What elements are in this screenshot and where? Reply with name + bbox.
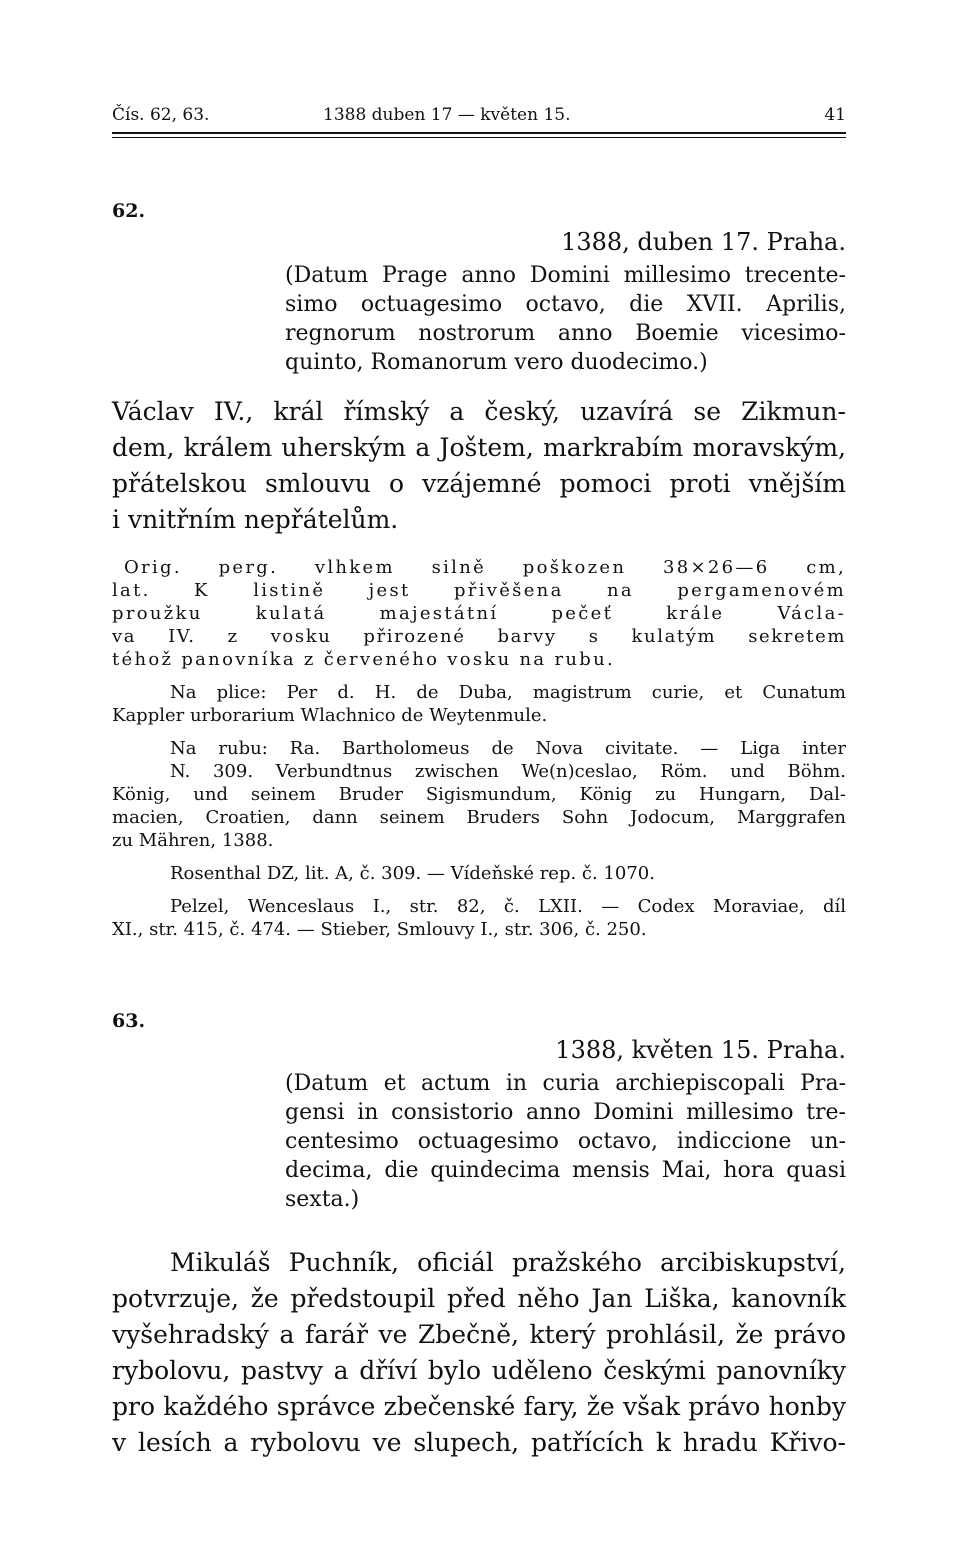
text-line: regnorum nostrorum anno Boemie vicesimo- bbox=[285, 321, 846, 346]
text-line: Orig. perg. vlhkem silně poškozen 38×26—6 cm, bbox=[124, 557, 846, 578]
text-line: XI., str. 415, č. 474. — Stieber, Smlouvy I., str. 306, č. 250. bbox=[112, 919, 647, 940]
text-line: decima, die quindecima mensis Mai, hora quasi bbox=[285, 1158, 846, 1183]
doc-62-original-description bbox=[112, 556, 846, 671]
text-line: simo octuagesimo octavo, die XVII. Aprilis, bbox=[285, 292, 846, 317]
text-line: (Datum Prage anno Domini millesimo trecente- bbox=[285, 263, 846, 288]
doc-62-date: 1388, duben 17. Praha. bbox=[561, 228, 846, 256]
text-line: va IV. z vosku přirozené barvy s kulatým sekretem bbox=[112, 626, 846, 647]
header-rule bbox=[112, 132, 846, 134]
text-line: přátelskou smlouvu o vzájemné pomoci proti vnějším bbox=[112, 469, 846, 498]
header-date-range: 1388 duben 17 — květen 15. bbox=[323, 105, 571, 125]
text-line: lat. K listině jest přivěšena na pergamenovém bbox=[112, 580, 846, 601]
text-line: centesimo octuagesimo octavo, indiccione un- bbox=[285, 1129, 846, 1154]
text-line: Václav IV., král římský a český, uzavírá se Zikmun- bbox=[112, 397, 846, 426]
text-line: quinto, Romanorum vero duodecimo.) bbox=[285, 350, 708, 375]
text-line: pro každého správce zbečenské fary, že však právo honby bbox=[112, 1392, 846, 1421]
doc-63-latin-dating bbox=[285, 1069, 846, 1214]
text-line: proužku kulatá majestátní pečeť krále Václa- bbox=[112, 603, 846, 624]
doc-63-date: 1388, květen 15. Praha. bbox=[555, 1036, 846, 1064]
page-number: 41 bbox=[824, 105, 846, 125]
text-line: i vnitřním nepřátelům. bbox=[112, 505, 399, 534]
text-line: König, und seinem Bruder Sigismundum, König zu Hungarn, Dal- bbox=[112, 784, 846, 805]
text-line: (Datum et actum in curia archiepiscopali Pra- bbox=[285, 1071, 846, 1096]
text-line: dem, králem uherským a Joštem, markrabím moravským, bbox=[112, 433, 846, 462]
text-line: potvrzuje, že předstoupil před něho Jan Liška, kanovník bbox=[112, 1284, 846, 1313]
doc-62-plice-note bbox=[112, 681, 846, 727]
doc-63-summary bbox=[112, 1245, 846, 1461]
doc-62-number: 62. bbox=[112, 200, 146, 222]
text-line: sexta.) bbox=[285, 1187, 360, 1212]
doc-63-number: 63. bbox=[112, 1010, 146, 1032]
doc-62-summary bbox=[112, 394, 846, 538]
doc-62-verso-note bbox=[112, 737, 846, 852]
text-line: Rosenthal DZ, lit. A, č. 309. — Vídeňské rep. č. 1070. bbox=[170, 863, 655, 884]
text-line: Na rubu: Ra. Bartholomeus de Nova civitate. — Liga inter bbox=[170, 738, 846, 759]
text-line: N. 309. Verbundtnus zwischen We(n)ceslao, Röm. und Böhm. bbox=[170, 761, 846, 782]
header-section-ref: Čís. 62, 63. bbox=[112, 105, 210, 125]
doc-62-registers bbox=[170, 862, 846, 885]
text-line: téhož panovníka z červeného vosku na rubu. bbox=[112, 649, 615, 670]
text-line: v lesích a rybolovu ve slupech, patřících k hradu Křivo- bbox=[112, 1428, 846, 1457]
text-line: Pelzel, Wenceslaus I., str. 82, č. LXII. — Codex Moraviae, díl bbox=[170, 896, 846, 917]
text-line: Na plice: Per d. H. de Duba, magistrum curie, et Cunatum bbox=[170, 682, 846, 703]
text-line: zu Mähren, 1388. bbox=[112, 830, 274, 851]
doc-62-literature bbox=[112, 895, 846, 941]
text-line: gensi in consistorio anno Domini millesimo tre- bbox=[285, 1100, 846, 1125]
text-line: Kappler urborarium Wlachnico de Weytenmule. bbox=[112, 705, 548, 726]
text-line: macien, Croatien, dann seinem Bruders Sohn Jodocum, Marggrafen bbox=[112, 807, 846, 828]
doc-62-latin-dating bbox=[285, 261, 846, 377]
text-line: Mikuláš Puchník, oficiál pražského arcibiskupství, bbox=[170, 1248, 846, 1277]
header-rule-thin bbox=[112, 137, 846, 138]
text-line: vyšehradský a farář ve Zbečně, který prohlásil, že právo bbox=[112, 1320, 846, 1349]
text-line: rybolovu, pastvy a dříví bylo uděleno českými panovníky bbox=[112, 1356, 846, 1385]
